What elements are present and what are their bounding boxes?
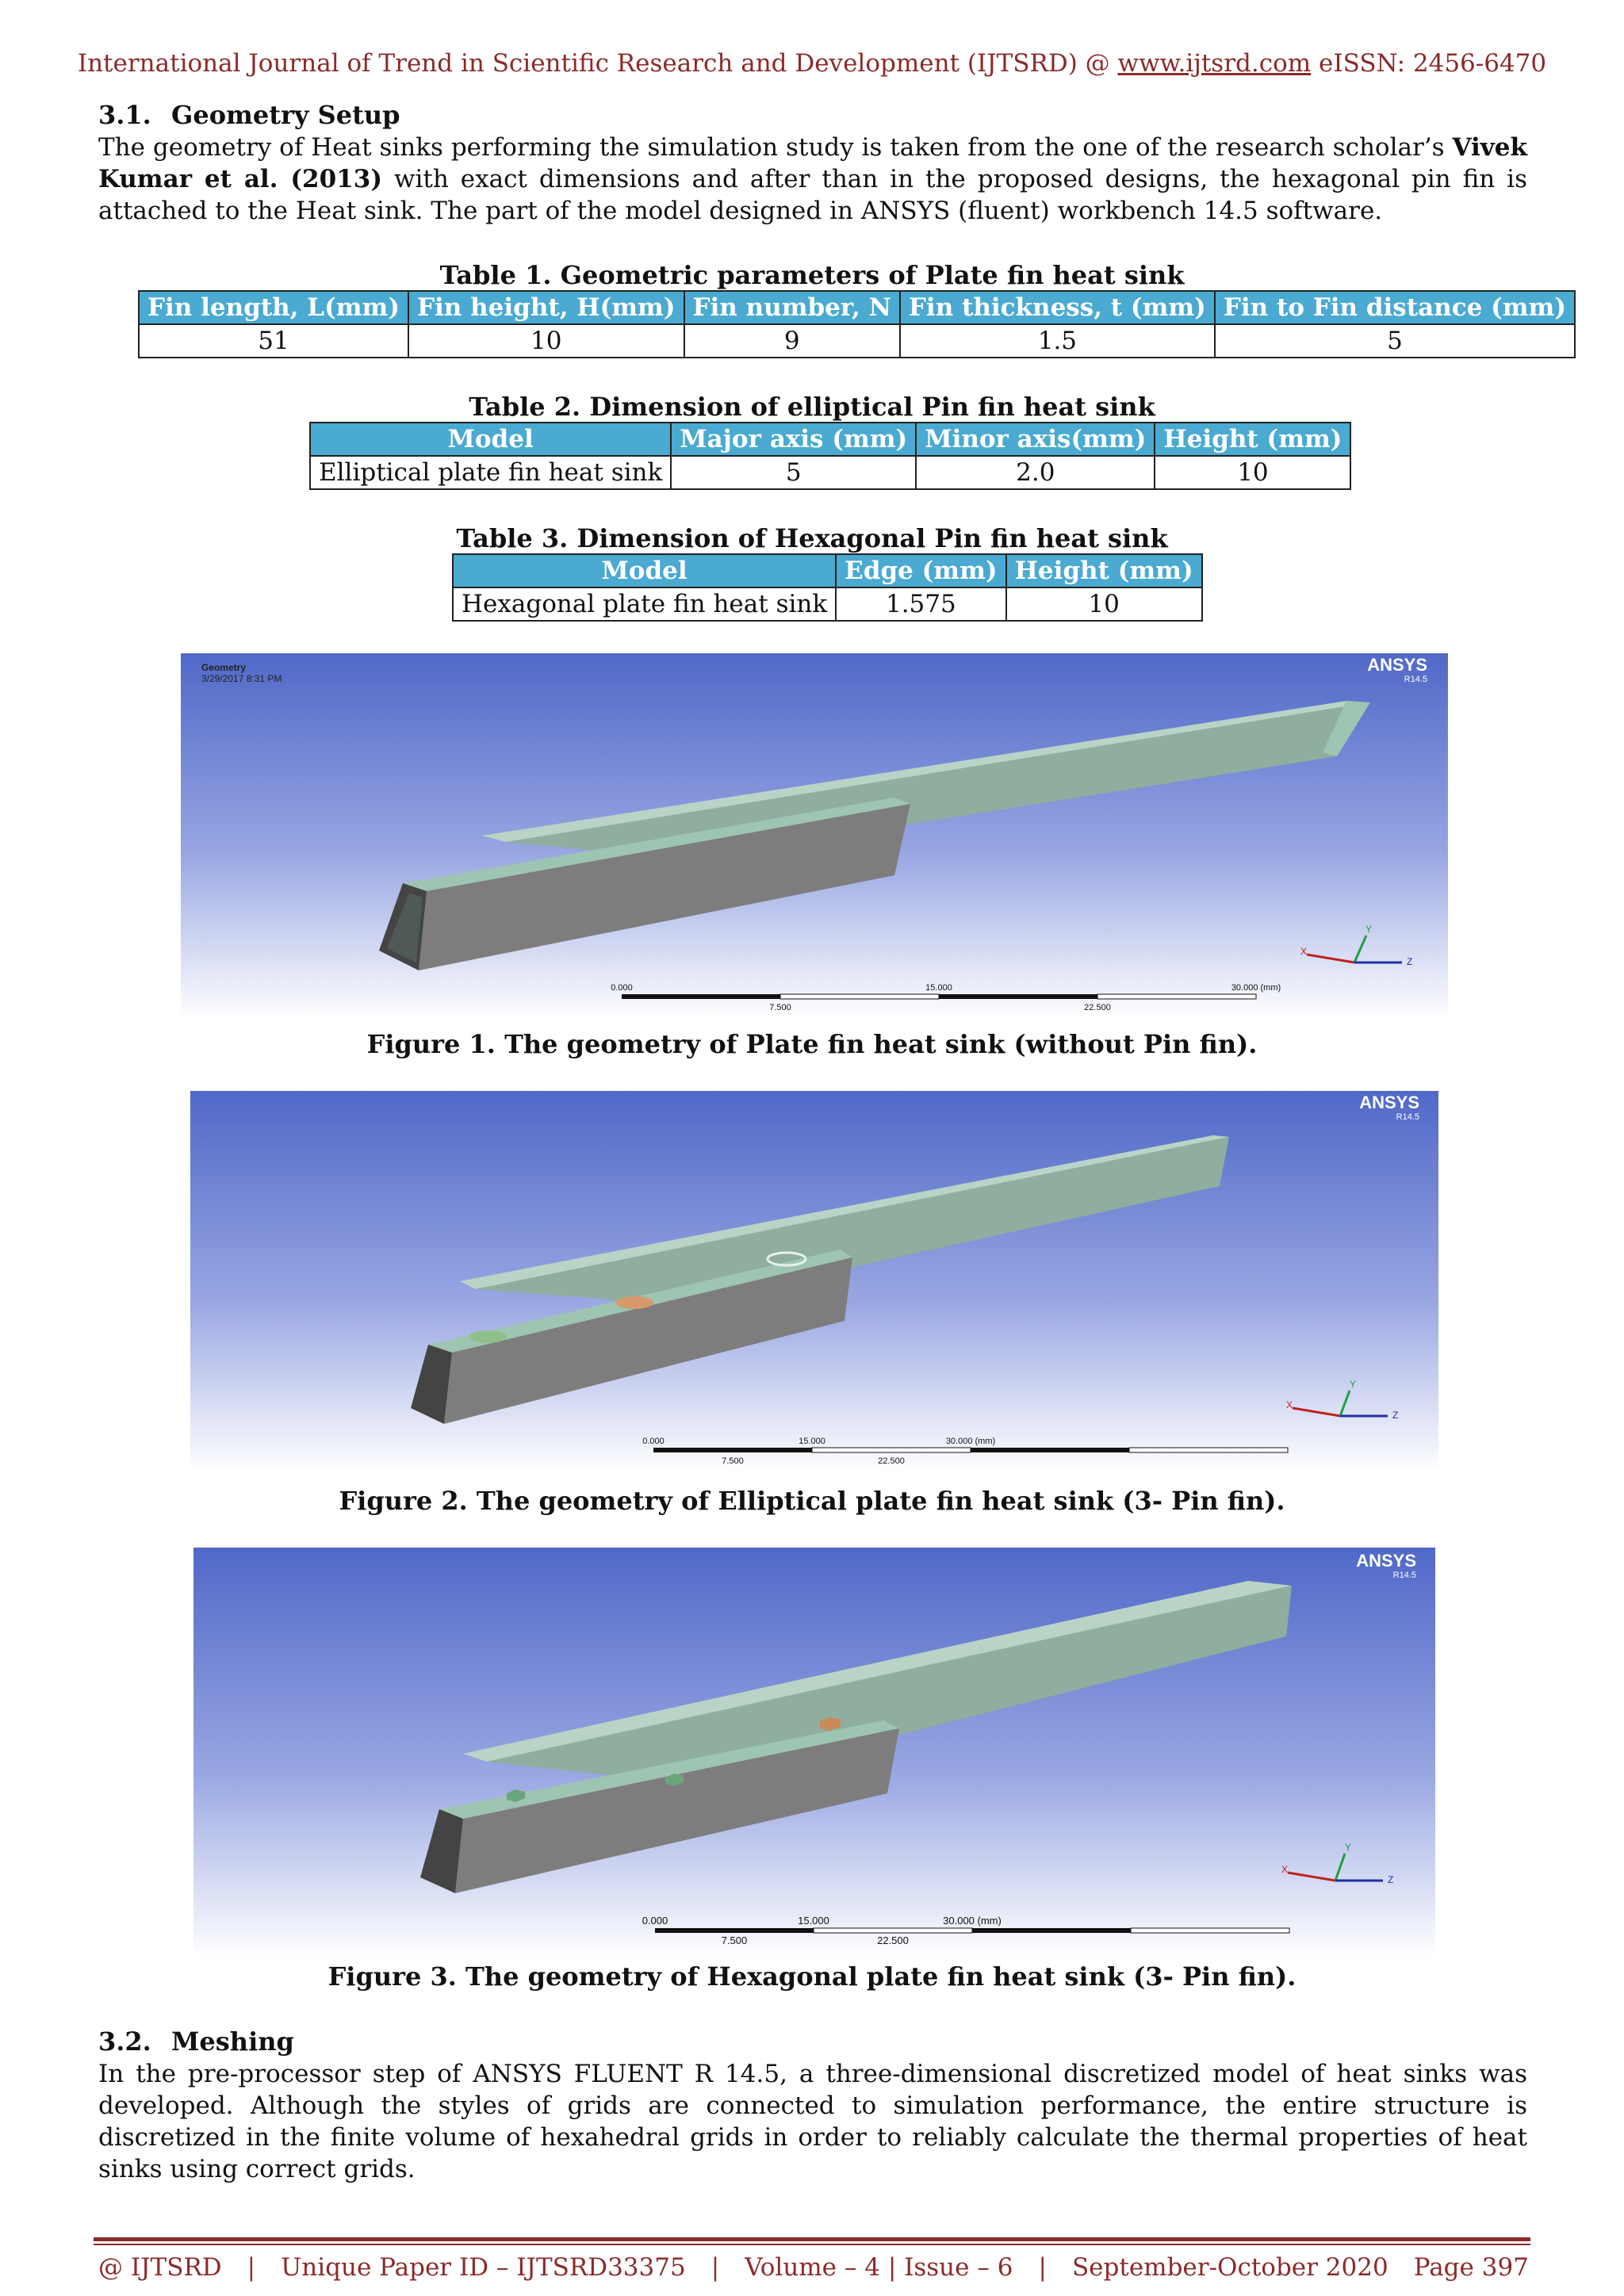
scale-bar-white-2 bbox=[1097, 994, 1256, 999]
table-header-cell: Height (mm) bbox=[1155, 423, 1350, 456]
table-header-cell: Fin height, H(mm) bbox=[408, 291, 684, 324]
scale-label: 0.000 bbox=[611, 983, 633, 993]
table-1 bbox=[138, 290, 1576, 358]
table-header-cell: Height (mm) bbox=[1006, 554, 1202, 587]
table-header-cell: Edge (mm) bbox=[836, 554, 1005, 587]
journal-title: International Journal of Trend in Scientific Research and Development (IJTSRD) @ bbox=[77, 49, 1110, 78]
ansys-logo: ANSYS bbox=[1367, 655, 1427, 675]
footer-rule bbox=[94, 2244, 1530, 2245]
scale-label: 0.000 bbox=[642, 1437, 665, 1446]
axis-label: Z bbox=[1388, 1874, 1394, 1885]
table-cell: 2.0 bbox=[916, 456, 1155, 489]
figure-1-image bbox=[181, 653, 1448, 1018]
ansys-version: R14.5 bbox=[1404, 675, 1427, 684]
page-footer bbox=[98, 2253, 1529, 2282]
table-2 bbox=[309, 422, 1351, 490]
footer-journal: @ IJTSRD bbox=[98, 2253, 222, 2282]
footer-separator: | bbox=[247, 2253, 256, 2282]
footer-separator: | bbox=[1038, 2253, 1047, 2282]
scale-label: 30.000 (mm) bbox=[1231, 983, 1281, 993]
figure-2-image bbox=[190, 1091, 1438, 1471]
scale-bar-white-1 bbox=[814, 1928, 972, 1933]
scale-label: 15.000 bbox=[798, 1915, 829, 1927]
scale-bar-white-2 bbox=[1131, 1928, 1289, 1933]
footer-separator: | bbox=[710, 2253, 720, 2282]
scale-label: 15.000 bbox=[799, 1437, 825, 1446]
section-3-1-paragraph bbox=[98, 132, 1527, 227]
journal-issn: eISSN: 2456-6470 bbox=[1319, 49, 1547, 78]
figure-1-caption: Figure 1. The geometry of Plate fin heat sink (without Pin fin). bbox=[366, 1029, 1258, 1059]
table-header-cell: Fin length, L(mm) bbox=[139, 291, 408, 324]
table-cell: 1.5 bbox=[900, 324, 1215, 358]
scale-bar-black-2 bbox=[971, 1448, 1129, 1452]
ansys-logo: ANSYS bbox=[1356, 1551, 1416, 1571]
scale-bar-black-1 bbox=[622, 994, 780, 999]
scale-sublabel: 22.500 bbox=[878, 1456, 905, 1466]
scale-sublabel: 7.500 bbox=[722, 1456, 744, 1466]
scale-label: 30.000 (mm) bbox=[945, 1437, 996, 1446]
scale-sublabel: 22.500 bbox=[1084, 1003, 1111, 1012]
table-3 bbox=[452, 553, 1203, 622]
paragraph-text: with exact dimensions and after than in the proposed designs, the hexagonal pin fin is attached to the Heat sink. The part of the model designed in ANSYS (fluent) workbench 14.5 software. bbox=[98, 165, 1527, 225]
footer-paper-id: Unique Paper ID – IJTSRD33375 bbox=[281, 2253, 686, 2282]
footer-volume: Volume – 4 | Issue – 6 bbox=[745, 2253, 1013, 2282]
journal-header bbox=[0, 49, 1624, 78]
scale-bar-black-1 bbox=[653, 1448, 812, 1452]
table-header-cell: Fin thickness, t (mm) bbox=[900, 291, 1215, 324]
journal-link[interactable]: www.ijtsrd.com bbox=[1117, 49, 1312, 78]
axis-label: Z bbox=[1407, 956, 1413, 967]
table-cell: 10 bbox=[1155, 456, 1350, 489]
table-cell: 51 bbox=[139, 324, 408, 358]
citation-bold: Vivek Kumar et al. (2013) bbox=[98, 133, 1527, 193]
figure-3-caption: Figure 3. The geometry of Hexagonal plate fin heat sink (3- Pin fin). bbox=[327, 1961, 1297, 1992]
section-heading-3-1 bbox=[98, 100, 400, 130]
scale-label: 15.000 bbox=[925, 983, 952, 993]
elliptical-pin-1 bbox=[469, 1330, 507, 1343]
axis-label: Y bbox=[1350, 1379, 1357, 1390]
section-heading-3-2 bbox=[98, 2026, 294, 2057]
geometry-label: Geometry bbox=[201, 662, 247, 673]
table-1-caption: Table 1. Geometric parameters of Plate fin heat sink bbox=[439, 260, 1185, 290]
footer-date: September-October 2020 bbox=[1071, 2253, 1388, 2282]
scale-sublabel: 22.500 bbox=[877, 1934, 909, 1946]
scale-bar-black-2 bbox=[939, 994, 1097, 999]
table-cell: 10 bbox=[1006, 587, 1202, 621]
table-2-caption: Table 2. Dimension of elliptical Pin fin heat sink bbox=[469, 392, 1155, 422]
table-header-cell: Major axis (mm) bbox=[671, 423, 916, 456]
scale-bar-white-1 bbox=[812, 1448, 971, 1452]
axis-label: X bbox=[1281, 1864, 1289, 1875]
scale-bar-white-2 bbox=[1129, 1448, 1288, 1452]
footer-rule bbox=[94, 2237, 1530, 2241]
axis-label: Y bbox=[1365, 924, 1373, 935]
table-cell: Hexagonal plate fin heat sink bbox=[453, 587, 836, 621]
ansys-logo: ANSYS bbox=[1359, 1093, 1419, 1112]
geometry-timestamp: 3/29/2017 8:31 PM bbox=[201, 673, 282, 684]
section-3-2-paragraph: In the pre-processor step of ANSYS FLUENT R 14.5, a three-dimensional discretized model of heat sinks was developed. Although the styles of grids are connected to simulation performance, the entire structure is discretized in the finite volume of hexahedral grids in order to reliably calculate the thermal properties of heat sinks using correct grids. bbox=[98, 2060, 1527, 2183]
table-header-cell: Minor axis(mm) bbox=[916, 423, 1155, 456]
section-number: 3.2. bbox=[98, 2026, 151, 2057]
elliptical-pin-2 bbox=[615, 1296, 653, 1309]
section-number: 3.1. bbox=[98, 100, 151, 130]
scale-bar-black-2 bbox=[972, 1928, 1131, 1933]
ansys-version: R14.5 bbox=[1392, 1571, 1416, 1580]
footer-page: Page 397 bbox=[1413, 2253, 1529, 2282]
table-cell: 9 bbox=[684, 324, 900, 358]
table-header-cell: Fin number, N bbox=[684, 291, 900, 324]
table-header-cell: Fin to Fin distance (mm) bbox=[1215, 291, 1575, 324]
axis-label: Z bbox=[1392, 1410, 1399, 1421]
figure-3-image bbox=[193, 1548, 1435, 1957]
axis-label: Y bbox=[1345, 1842, 1352, 1853]
table-header-cell: Model bbox=[310, 423, 671, 456]
table-cell: 5 bbox=[671, 456, 916, 489]
scale-bar-white-1 bbox=[780, 994, 939, 999]
axis-label: X bbox=[1286, 1399, 1293, 1410]
table-cell: 1.575 bbox=[836, 587, 1005, 621]
axis-label: X bbox=[1300, 946, 1308, 957]
figure-2-caption: Figure 2. The geometry of Elliptical plate fin heat sink (3- Pin fin). bbox=[339, 1486, 1285, 1516]
scale-label: 0.000 bbox=[642, 1915, 668, 1927]
scale-label: 30.000 (mm) bbox=[943, 1915, 1002, 1927]
scale-sublabel: 7.500 bbox=[721, 1934, 748, 1946]
table-header-cell: Model bbox=[453, 554, 836, 587]
table-3-caption: Table 3. Dimension of Hexagonal Pin fin heat sink bbox=[456, 523, 1168, 553]
table-cell: 10 bbox=[408, 324, 684, 358]
paragraph-text: The geometry of Heat sinks performing the simulation study is taken from the one of the research scholar’s bbox=[98, 133, 1445, 162]
scale-sublabel: 7.500 bbox=[769, 1003, 791, 1012]
section-title: Meshing bbox=[171, 2026, 294, 2057]
section-title: Geometry Setup bbox=[171, 100, 400, 130]
table-cell: 5 bbox=[1215, 324, 1575, 358]
table-cell: Elliptical plate fin heat sink bbox=[310, 456, 671, 489]
ansys-version: R14.5 bbox=[1396, 1112, 1419, 1122]
scale-bar-black-1 bbox=[655, 1928, 814, 1933]
